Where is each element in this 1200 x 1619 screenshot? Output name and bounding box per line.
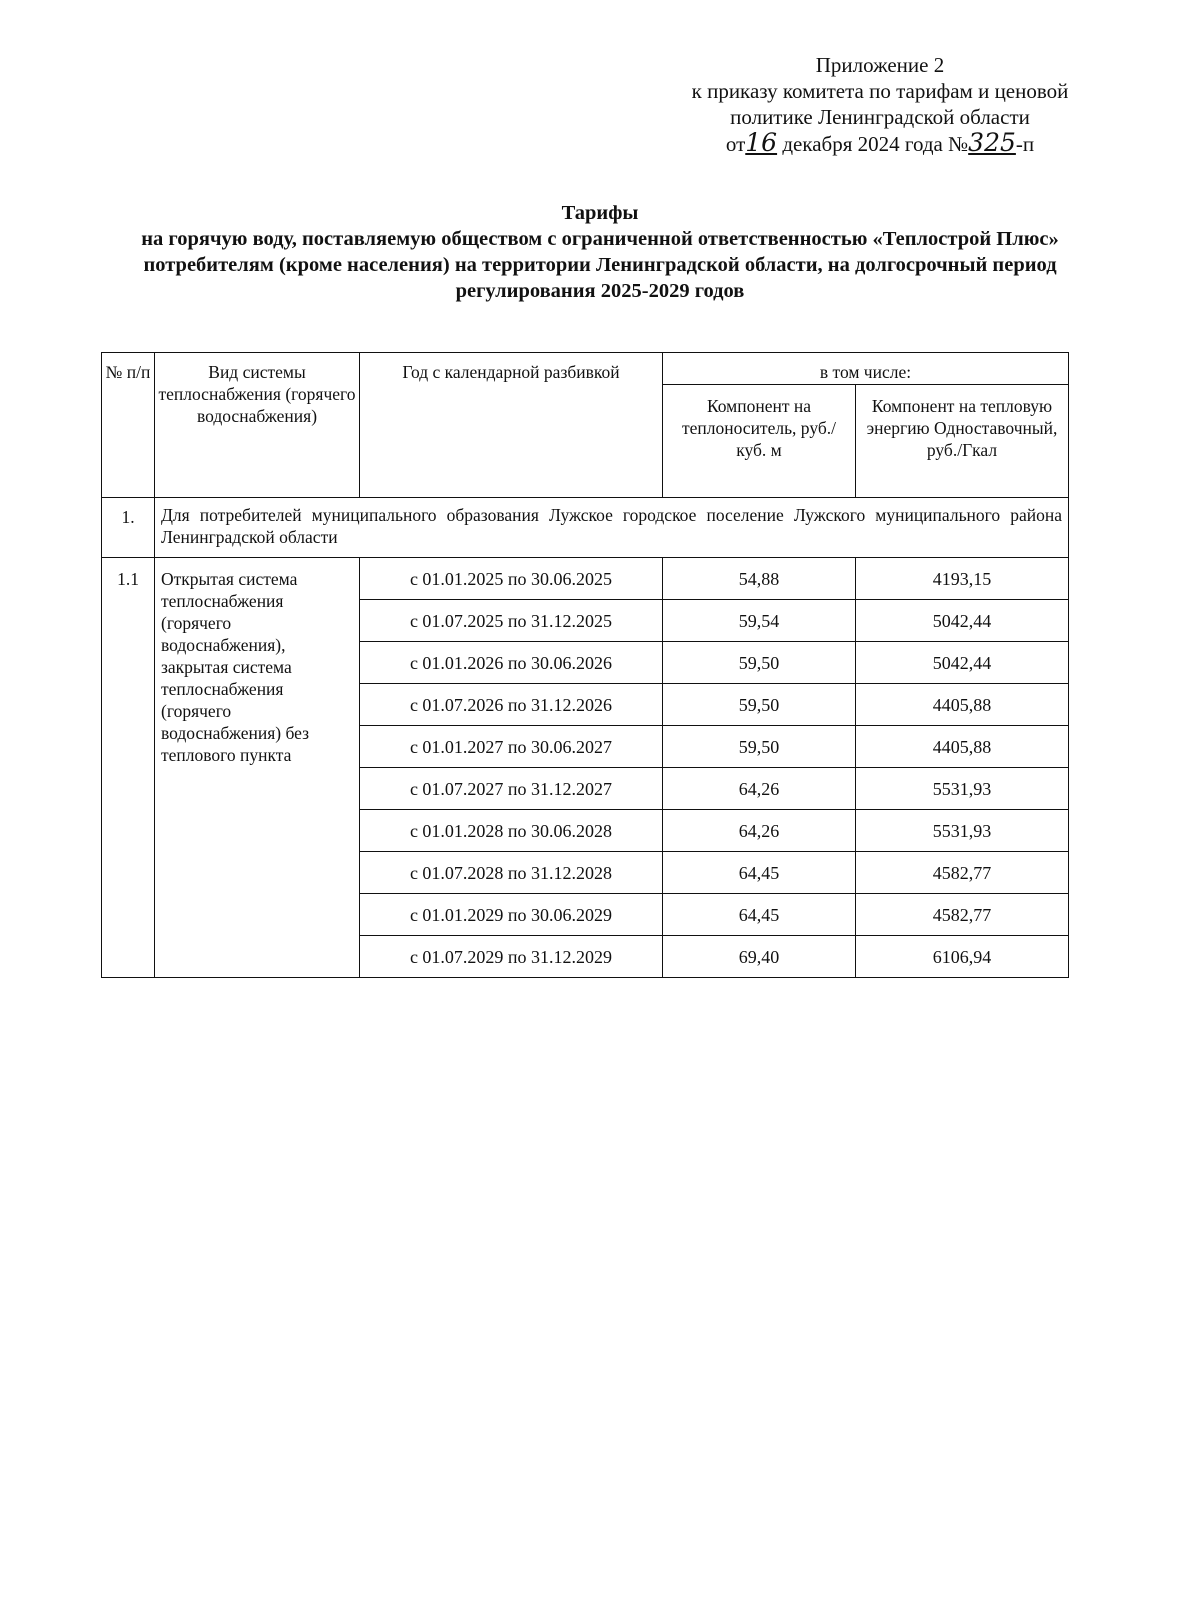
carrier-cell: 59,50 bbox=[663, 642, 856, 684]
carrier-cell: 54,88 bbox=[663, 558, 856, 600]
table-row bbox=[102, 558, 1069, 600]
appendix-line-3: политике Ленинградской области bbox=[730, 105, 1030, 129]
period-cell: с 01.07.2029 по 31.12.2029 bbox=[360, 936, 663, 978]
energy-cell: 4405,88 bbox=[856, 684, 1069, 726]
appendix-date-line bbox=[640, 130, 1120, 157]
energy-cell: 5042,44 bbox=[856, 642, 1069, 684]
appendix-header bbox=[640, 52, 1120, 157]
period-cell: с 01.01.2027 по 30.06.2027 bbox=[360, 726, 663, 768]
carrier-cell: 64,45 bbox=[663, 852, 856, 894]
order-number-handwritten: 325 bbox=[968, 128, 1016, 157]
energy-cell: 4405,88 bbox=[856, 726, 1069, 768]
period-cell: с 01.07.2027 по 31.12.2027 bbox=[360, 768, 663, 810]
date-prefix: от bbox=[725, 132, 746, 156]
energy-cell: 5531,93 bbox=[856, 768, 1069, 810]
carrier-cell: 59,50 bbox=[663, 726, 856, 768]
period-cell: с 01.01.2026 по 30.06.2026 bbox=[360, 642, 663, 684]
energy-cell: 4582,77 bbox=[856, 852, 1069, 894]
section-text: Для потребителей муниципального образования Лужское городское поселение Лужского муниципального района Ленинградской области bbox=[155, 498, 1069, 558]
header-row bbox=[102, 353, 1069, 385]
period-cell: с 01.01.2029 по 30.06.2029 bbox=[360, 894, 663, 936]
subsection-system-type: Открытая система теплоснабжения (горячего водоснабжения), закрытая система теплоснабжения (горячего водоснабжения) без теплового пункта bbox=[155, 558, 360, 978]
order-suffix: -п bbox=[1015, 132, 1035, 156]
header-no: № п/п bbox=[102, 353, 155, 498]
carrier-cell: 64,26 bbox=[663, 810, 856, 852]
period-cell: с 01.01.2028 по 30.06.2028 bbox=[360, 810, 663, 852]
header-period: Год с календарной разбивкой bbox=[360, 353, 663, 498]
carrier-cell: 59,54 bbox=[663, 600, 856, 642]
period-cell: с 01.07.2028 по 31.12.2028 bbox=[360, 852, 663, 894]
energy-cell: 5531,93 bbox=[856, 810, 1069, 852]
carrier-cell: 59,50 bbox=[663, 684, 856, 726]
title-subtitle: на горячую воду, поставляемую обществом с ограниченной ответственностью «Теплострой Плюс» потребителям (кроме населения) на территории Ленинградской области, на долгосрочный период регулирования 2025-2029 годов bbox=[141, 228, 1059, 302]
date-day-handwritten: 16 bbox=[745, 128, 778, 157]
energy-cell: 6106,94 bbox=[856, 936, 1069, 978]
title-main: Тарифы bbox=[561, 202, 639, 224]
energy-cell: 5042,44 bbox=[856, 600, 1069, 642]
header-system-type: Вид системы теплоснабжения (горячего водоснабжения) bbox=[155, 353, 360, 498]
section-row bbox=[102, 498, 1069, 558]
energy-cell: 4582,77 bbox=[856, 894, 1069, 936]
header-including: в том числе: bbox=[663, 353, 1069, 385]
appendix-line-1: Приложение 2 bbox=[815, 53, 945, 77]
appendix-line-2: к приказу комитета по тарифам и ценовой bbox=[691, 79, 1069, 103]
period-cell: с 01.01.2025 по 30.06.2025 bbox=[360, 558, 663, 600]
period-cell: с 01.07.2026 по 31.12.2026 bbox=[360, 684, 663, 726]
date-middle: декабря 2024 года № bbox=[782, 132, 969, 156]
header-component-energy: Компонент на тепловую энергию Одноставочный, руб./Гкал bbox=[856, 385, 1069, 498]
tariffs-table bbox=[101, 352, 1069, 978]
carrier-cell: 64,45 bbox=[663, 894, 856, 936]
document-title bbox=[110, 200, 1090, 304]
period-cell: с 01.07.2025 по 31.12.2025 bbox=[360, 600, 663, 642]
carrier-cell: 69,40 bbox=[663, 936, 856, 978]
header-component-carrier: Компонент на теплоноситель, руб./куб. м bbox=[663, 385, 856, 498]
section-no: 1. bbox=[102, 498, 155, 558]
energy-cell: 4193,15 bbox=[856, 558, 1069, 600]
carrier-cell: 64,26 bbox=[663, 768, 856, 810]
subsection-no: 1.1 bbox=[102, 558, 155, 978]
